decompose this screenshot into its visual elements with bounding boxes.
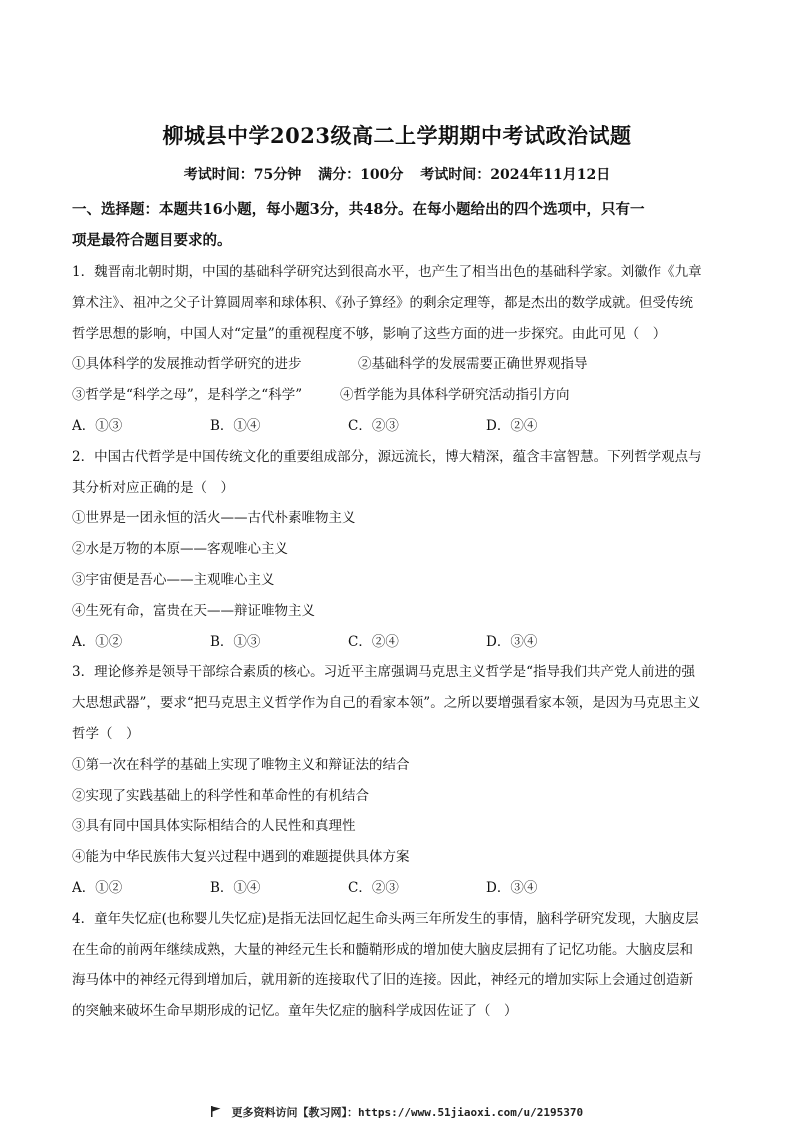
question-stem-line: 哲学思想的影响，中国人对“定量”的重视程度不够，影响了这些方面的进一步探究。由此可见（ ） (72, 325, 667, 342)
exam-date: 考试时间：2024年11月12日 (420, 167, 611, 183)
answer-options (72, 411, 727, 442)
question-stem-line: 大思想武器”，要求“把马克思主义哲学作为自己的看家本领”。之所以要增强看家本领，是因为马克思主义 (72, 695, 701, 712)
question-items-row (72, 349, 727, 380)
question-stem-line: 1．魏晋南北朝时期，中国的基础科学研究达到很高水平，也产生了相当出色的基础科学家。刘徽作《九章 (72, 264, 702, 280)
question-4 (72, 904, 727, 1027)
question-item: ①世界是一团永恒的活火——古代朴素唯物主义 (72, 510, 356, 527)
footer-link[interactable]: 更多资料访问【教习网】：https://www.51jiaoxi.com/u/2195370 (231, 1106, 584, 1119)
answer-options (72, 873, 727, 904)
question-items-row (72, 380, 727, 411)
question-item: ②基础科学的发展需要正确世界观指导 (358, 356, 588, 373)
question-3 (72, 657, 727, 903)
question-item: ③哲学是“科学之母”，是科学之“科学” (72, 387, 303, 404)
question-item: ④生死有命，富贵在天——辩证唯物主义 (72, 602, 315, 619)
option-d: D．③④ (486, 879, 538, 896)
question-1 (72, 257, 727, 442)
option-b: B．①④ (210, 417, 261, 434)
question-item: ③具有同中国具体实际相结合的人民性和真理性 (72, 818, 356, 835)
option-a: A．①② (72, 633, 123, 650)
option-c: C．②③ (348, 417, 399, 434)
question-stem-line: 2．中国古代哲学是中国传统文化的重要组成部分，源远流长，博大精深，蕴含丰富智慧。下列哲学观点与 (72, 448, 702, 465)
question-item: ②水是万物的本原——客观唯心主义 (72, 541, 288, 558)
question-stem-line: 的突触来破坏生命早期形成的记忆。童年失忆症的脑科学成因佐证了（ ） (72, 1003, 518, 1020)
answer-options (72, 627, 727, 658)
section-heading-line: 项是最符合题目要求的。 (72, 231, 232, 249)
question-stem-line: 其分析对应正确的是（ ） (72, 479, 234, 496)
section-heading-line: 一、选择题：本题共16小题，每小题3分，共48分。在每小题给出的四个选项中，只有一 (72, 201, 645, 218)
question-item: ①第一次在科学的基础上实现了唯物主义和辩证法的结合 (72, 756, 410, 773)
questions-body (72, 257, 727, 1027)
question-item: ②实现了实践基础上的科学性和革命性的有机结合 (72, 787, 369, 804)
exam-duration: 考试时间：75分钟 (183, 167, 302, 183)
exam-meta (0, 164, 794, 184)
question-stem-line: 4．童年失忆症(也称婴儿失忆症)是指无法回忆起生命头两三年所发生的事情，脑科学研究发现，大脑皮层 (72, 910, 699, 927)
question-item: ④能为中华民族伟大复兴过程中遇到的难题提供具体方案 (72, 849, 410, 866)
question-2 (72, 442, 727, 658)
option-b: B．①④ (210, 879, 261, 896)
option-a: A．①② (72, 879, 123, 896)
option-b: B．①③ (210, 633, 261, 650)
question-stem-line: 在生命的前两年继续成熟，大量的神经元生长和髓鞘形成的增加使大脑皮层拥有了记忆功能。大脑皮层和 (72, 941, 693, 958)
option-a: A．①③ (72, 417, 123, 434)
option-d: D．②④ (486, 417, 538, 434)
question-stem-line: 哲学（ ） (72, 725, 140, 742)
option-c: C．②③ (348, 879, 399, 896)
section-heading (72, 194, 722, 256)
question-stem-line: 3．理论修养是领导干部综合素质的核心。习近平主席强调马克思主义哲学是“指导我们共产党人前进的强 (72, 664, 695, 681)
question-item: ③宇宙便是吾心——主观唯心主义 (72, 571, 275, 588)
question-item: ④哲学能为具体科学研究活动指引方向 (340, 387, 570, 404)
page-title: 柳城县中学2023级高二上学期期中考试政治试题 (162, 123, 632, 148)
question-stem-line: 算术注》、祖冲之父子计算圆周率和球体积、《孙子算经》的剩余定理等，都是杰出的数学成就。但受传统 (72, 294, 693, 311)
question-item: ①具体科学的发展推动哲学研究的进步 (72, 356, 302, 373)
option-d: D．③④ (486, 633, 538, 650)
exam-full-score: 满分：100分 (318, 167, 404, 183)
option-c: C．②④ (348, 633, 399, 650)
question-stem-line: 海马体中的神经元得到增加后，就用新的连接取代了旧的连接。因此，神经元的增加实际上会通过创造新 (72, 972, 693, 989)
flag-icon (211, 1106, 221, 1120)
footer (0, 1104, 794, 1120)
